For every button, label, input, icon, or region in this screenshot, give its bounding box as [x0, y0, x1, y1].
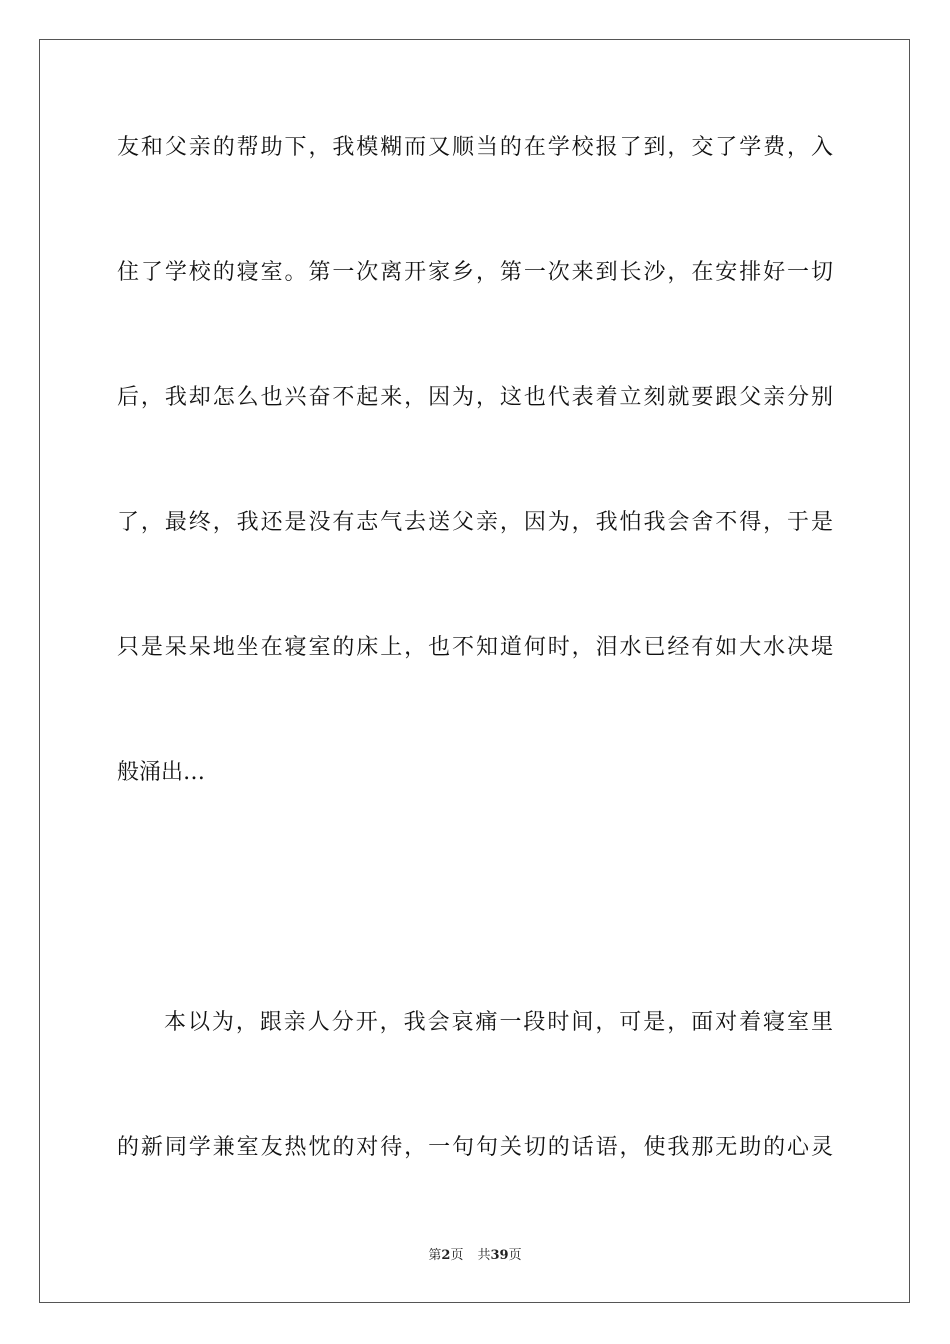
text-line-6: 般涌出… — [117, 760, 206, 785]
total-prefix: 共 — [477, 1248, 491, 1263]
page-number: 2 — [441, 1248, 451, 1263]
page-prefix: 第 — [428, 1248, 442, 1263]
text-line-5: 只是呆呆地坐在寝室的床上，也不知道何时，泪水已经有如大水决堤 — [117, 635, 833, 660]
page-border — [39, 39, 910, 1303]
text-line-3: 后，我却怎么也兴奋不起来，因为，这也代表着立刻就要跟父亲分别 — [117, 385, 833, 410]
text-line-7: 本以为，跟亲人分开，我会哀痛一段时间，可是，面对着寝室里 — [164, 1010, 833, 1035]
total-suffix: 页 — [508, 1248, 522, 1263]
text-line-4: 了，最终，我还是没有志气去送父亲，因为，我怕我会舍不得，于是 — [117, 510, 833, 535]
text-line-1: 友和父亲的帮助下，我模糊而又顺当的在学校报了到，交了学费，入 — [117, 135, 833, 160]
total-pages: 39 — [490, 1248, 509, 1263]
text-line-8: 的新同学兼室友热忱的对待，一句句关切的话语，使我那无助的心灵 — [117, 1135, 833, 1160]
page-footer — [0, 1246, 950, 1266]
page-suffix: 页 — [450, 1248, 464, 1263]
text-line-2: 住了学校的寝室。第一次离开家乡，第一次来到长沙，在安排好一切 — [117, 260, 833, 285]
